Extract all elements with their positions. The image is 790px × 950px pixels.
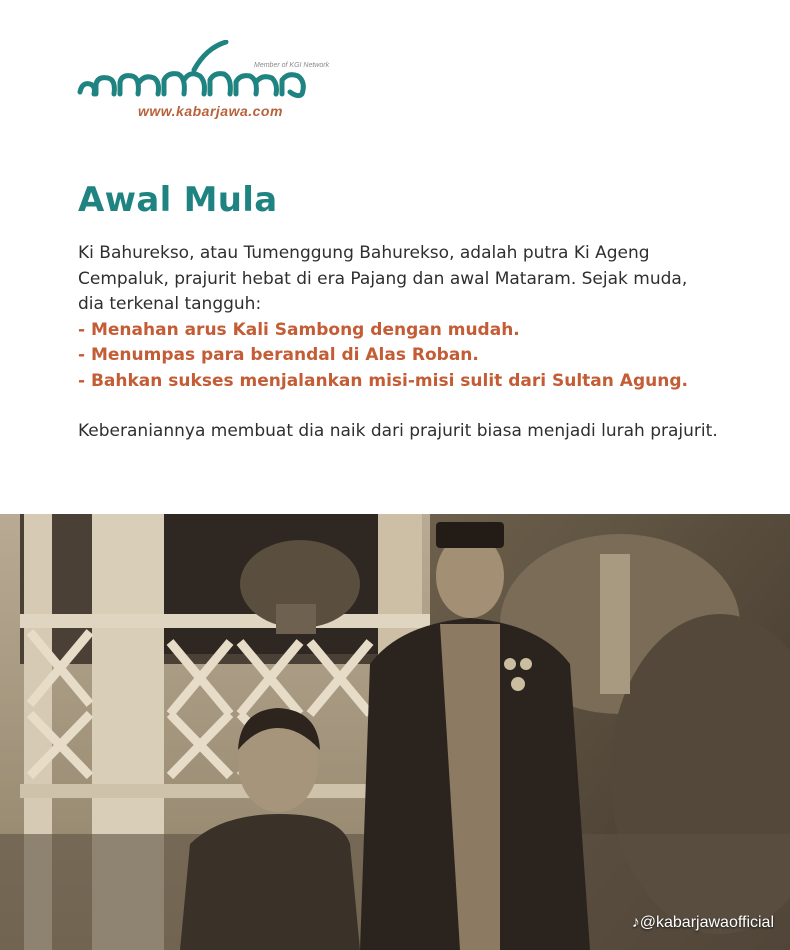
page-title: Awal Mula	[78, 180, 278, 220]
closing-paragraph: Keberaniannya membuat dia naik dari prajurit biasa menjadi lurah prajurit.	[78, 421, 718, 441]
logo-url[interactable]: www.kabarjawa.com	[138, 103, 283, 119]
article-body	[78, 241, 718, 445]
tiktok-watermark: ♪@kabarjawaofficial	[631, 914, 774, 931]
logo-tagline: Member of KGI Network	[254, 62, 330, 69]
tiktok-icon: ♪	[631, 914, 640, 931]
highlight-item: - Bahkan sukses menjalankan misi-misi sulit dari Sultan Agung.	[78, 370, 688, 391]
highlight-item: - Menumpas para berandal di Alas Roban.	[78, 345, 479, 365]
highlight-item: - Menahan arus Kali Sambong dengan mudah.	[78, 319, 520, 340]
intro-paragraph: Ki Bahurekso, atau Tumenggung Bahurekso, adalah putra Ki Ageng Cempaluk, prajurit hebat di era Pajang dan awal Mataram. Sejak muda, dia terkenal tangguh:	[78, 243, 688, 314]
kabarjawa-logo	[76, 40, 330, 122]
javanese-script-logo-icon	[76, 40, 326, 102]
historical-photo	[0, 514, 790, 950]
sepia-portrait-illustration	[0, 514, 790, 950]
